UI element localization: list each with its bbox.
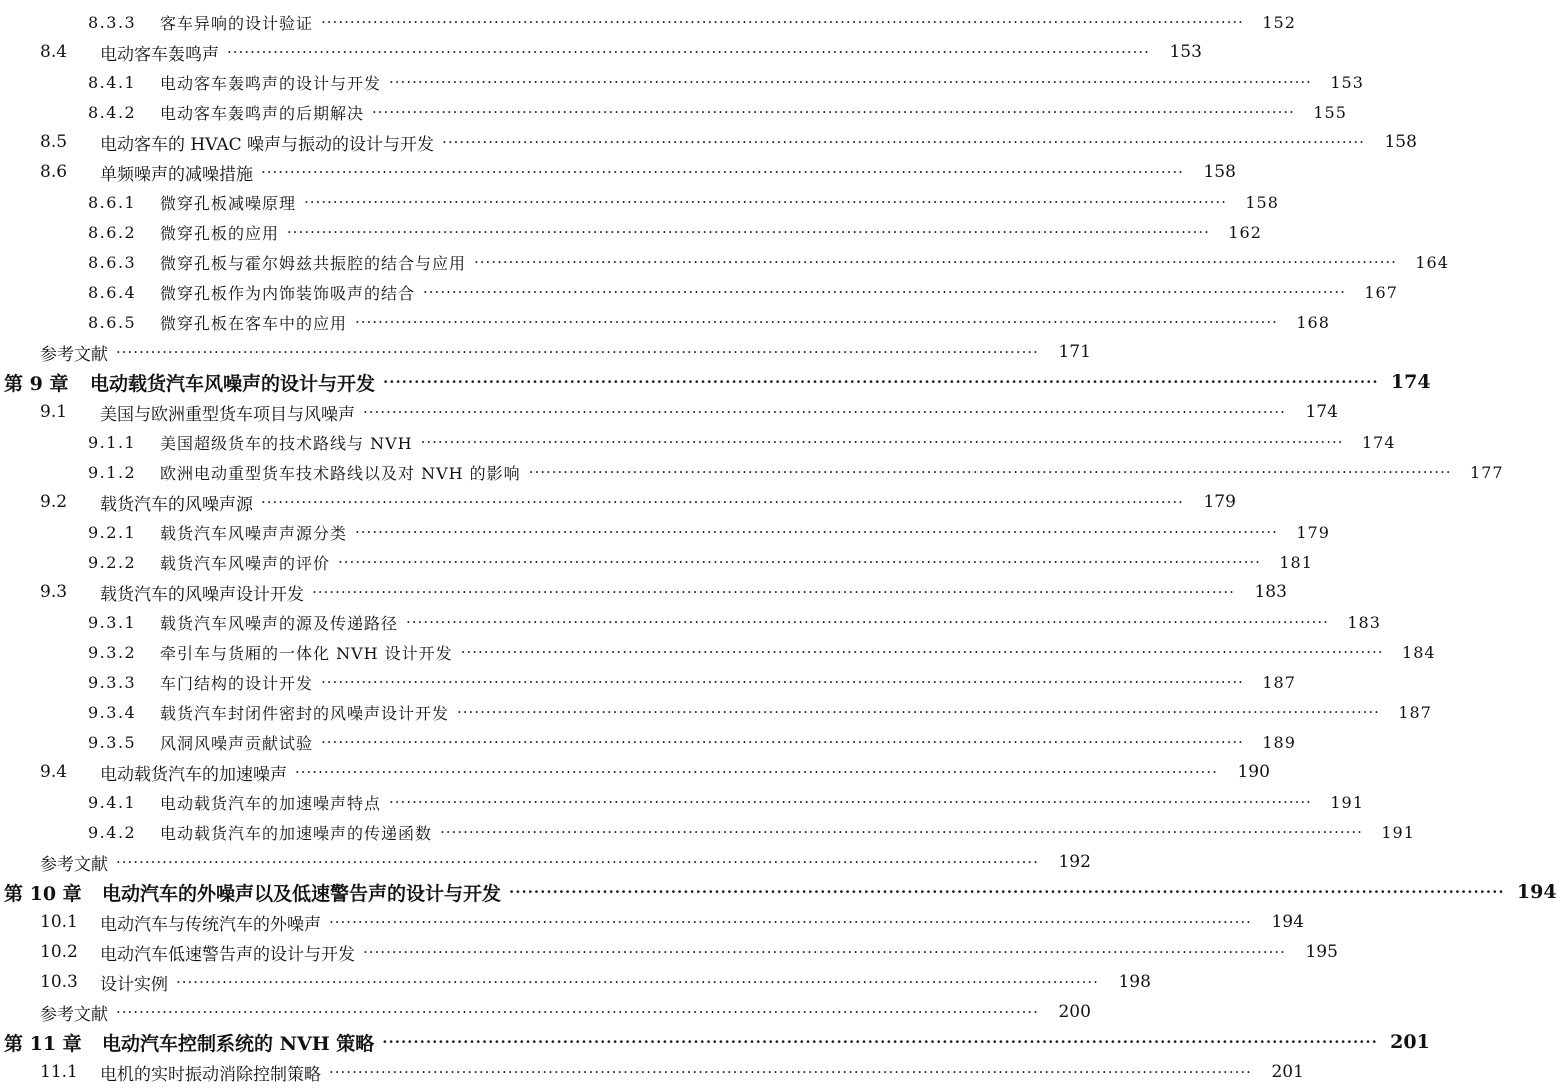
toc-page-number: 158 [1245,192,1279,212]
toc-page-number: 153 [1330,72,1364,92]
toc-number: 第 10 章 [4,882,82,905]
dot-leader: ································································································································································ [460,643,1384,661]
dot-leader: ································································································································································ [528,463,1452,481]
toc-number: 10.2 [40,942,78,962]
dot-leader: ································································································································································ [355,313,1278,331]
toc-page-number: 183 [1254,582,1287,602]
dot-leader: ································································································································································ [329,1063,1252,1081]
toc-number: 8.6.2 [88,222,137,242]
toc-title: 车门结构的设计开发 [160,673,314,693]
toc-number: 第 9 章 [4,372,69,395]
toc-page-number: 184 [1402,642,1436,662]
toc-title: 载货汽车的风噪声设计开发 [100,584,304,605]
toc-number: 8.4.1 [88,72,137,92]
dot-leader: ································································································································································ [287,223,1210,241]
toc-subsection[interactable] [0,637,1436,667]
toc-title: 载货汽车风噪声的评价 [160,553,331,573]
toc-page-number: 191 [1330,792,1364,812]
toc-number: 9.3.1 [88,612,137,632]
toc-page-number: 198 [1118,972,1151,992]
toc-subsection[interactable] [0,277,1398,307]
dot-leader: ································································································································································ [355,523,1278,541]
toc-title: 电动客车轰鸣声的设计与开发 [160,73,382,93]
dot-leader: ································································································································································ [312,583,1235,601]
toc-number: 9.2 [40,492,68,512]
toc-subsection[interactable] [0,697,1432,727]
toc-chapter[interactable] [0,367,1431,397]
toc-page-number: 201 [1271,1062,1304,1082]
toc-title: 电动客车的 HVAC 噪声与振动的设计与开发 [100,134,435,155]
toc-subsection[interactable] [0,547,1313,577]
toc-subsection[interactable] [0,787,1364,817]
dot-leader: ································································································································································ [321,733,1244,751]
dot-leader: ································································································································································ [457,703,1380,721]
toc-title: 单频噪声的减噪措施 [100,164,253,185]
toc-title: 微穿孔板减噪原理 [160,193,297,213]
dot-leader: ································································································································································ [509,883,1505,901]
toc-title: 微穿孔板作为内饰装饰吸声的结合 [160,283,416,303]
dot-leader: ································································································································································ [442,133,1365,151]
toc-number: 9.3.4 [88,702,137,722]
toc-number: 9.2.2 [88,552,137,572]
toc-title: 美国超级货车的技术路线与 NVH [160,433,413,453]
toc-page-number: 201 [1390,1031,1430,1053]
toc-title: 电动载货汽车的加速噪声的传递函数 [160,823,433,843]
dot-leader: ································································································································································ [261,493,1184,511]
toc-title: 电动汽车与传统汽车的外噪声 [100,914,321,935]
toc-subsection[interactable] [0,517,1330,547]
toc-page-number: 187 [1398,702,1432,722]
toc-number: 10.1 [40,912,78,932]
toc-page-number: 177 [1470,462,1504,482]
toc-title: 电动汽车低速警告声的设计与开发 [100,944,355,965]
toc-section[interactable] [0,487,1236,517]
toc-number: 8.6.3 [88,252,137,272]
toc-number: 9.3.2 [88,642,137,662]
toc-number: 8.6.5 [88,312,137,332]
toc-references[interactable] [0,847,1091,877]
dot-leader: ································································································································································ [321,13,1244,31]
dot-leader: ································································································································································ [295,763,1218,781]
toc-subsection[interactable] [0,247,1449,277]
toc-subsection[interactable] [0,727,1296,757]
toc-subsection[interactable] [0,817,1415,847]
toc-number: 9.4.1 [88,792,137,812]
dot-leader: ································································································································································ [420,433,1344,451]
toc-page-number: 171 [1058,342,1091,362]
toc-number: 8.4.2 [88,102,137,122]
toc-number: 9.2.1 [88,522,137,542]
toc-number: 9.1.2 [88,462,137,482]
toc-subsection[interactable] [0,607,1381,637]
toc-number: 9.3 [40,582,68,602]
toc-page-number: 200 [1058,1002,1091,1022]
toc-number: 第 11 章 [4,1032,82,1055]
toc-title: 载货汽车封闭件密封的风噪声设计开发 [160,703,450,723]
toc-number: 8.4 [40,42,68,62]
dot-leader: ································································································································································ [383,373,1379,391]
toc-page-number: 181 [1279,552,1313,572]
toc-number: 9.3.3 [88,672,137,692]
toc-number: 9.4 [40,762,68,782]
toc-page-number: 192 [1058,852,1091,872]
dot-leader: ································································································································································ [389,73,1312,91]
toc-page-number: 153 [1169,42,1202,62]
toc-page-number: 162 [1228,222,1262,242]
toc-title: 电动客车轰鸣声 [100,44,219,65]
toc-number: 8.6 [40,162,68,182]
toc-subsection[interactable] [0,667,1296,697]
dot-leader: ································································································································································ [261,163,1184,181]
toc-page-number: 164 [1415,252,1449,272]
toc-subsection[interactable] [0,7,1296,37]
toc-page-number: 183 [1347,612,1381,632]
dot-leader: ································································································································································ [372,103,1295,121]
toc-title: 电动汽车的外噪声以及低速警告声的设计与开发 [102,882,502,905]
dot-leader: ································································································································································ [116,853,1039,871]
dot-leader: ································································································································································ [474,253,1397,271]
toc-subsection[interactable] [0,427,1396,457]
toc-section[interactable] [0,937,1338,967]
toc-page-number: 158 [1384,132,1417,152]
toc-subsection[interactable] [0,187,1279,217]
toc-number: 9.3.5 [88,732,137,752]
toc-title: 电机的实时振动消除控制策略 [100,1064,321,1085]
toc-title: 电动载货汽车的加速噪声 [100,764,287,785]
toc-number: 11.1 [40,1062,78,1082]
toc-page-number: 179 [1296,522,1330,542]
dot-leader: ································································································································································ [389,793,1312,811]
toc-section[interactable] [0,1057,1304,1087]
toc-section[interactable] [0,127,1417,157]
toc-page-number: 194 [1271,912,1304,932]
toc-title: 参考文献 [40,344,108,365]
toc-section[interactable] [0,157,1236,187]
toc-title: 载货汽车风噪声的源及传递路径 [160,613,399,633]
toc-section[interactable] [0,967,1151,997]
toc-title: 电动载货汽车的加速噪声特点 [160,793,382,813]
toc-chapter[interactable] [0,877,1557,907]
dot-leader: ································································································································································ [329,913,1252,931]
dot-leader: ································································································································································ [423,283,1346,301]
dot-leader: ································································································································································ [227,43,1150,61]
toc-subsection[interactable] [0,67,1364,97]
dot-leader: ································································································································································ [176,973,1099,991]
toc-title: 欧洲电动重型货车技术路线以及对 NVH 的影响 [160,463,521,483]
toc-section[interactable] [0,577,1287,607]
toc-section[interactable] [0,757,1270,787]
toc-subsection[interactable] [0,457,1504,487]
dot-leader: ································································································································································ [116,343,1039,361]
toc-title: 美国与欧洲重型货车项目与风噪声 [100,404,355,425]
toc-title: 参考文献 [40,854,108,875]
toc-title: 牵引车与货厢的一体化 NVH 设计开发 [160,643,453,663]
toc-page-number: 179 [1203,492,1236,512]
toc-page-number: 158 [1203,162,1236,182]
dot-leader: ································································································································································ [321,673,1244,691]
toc-number: 8.6.4 [88,282,137,302]
toc-subsection[interactable] [0,217,1262,247]
toc-page-number: 174 [1361,432,1396,452]
toc-number: 8.5 [40,132,68,152]
toc-chapter[interactable] [0,1027,1430,1057]
toc-title: 客车异响的设计验证 [160,13,314,33]
toc-page-number: 152 [1262,12,1296,32]
toc-number: 10.3 [40,972,78,992]
dot-leader: ································································································································································ [338,553,1261,571]
toc-page-number: 174 [1305,402,1338,422]
toc-number: 9.1 [40,402,68,422]
toc-references[interactable] [0,337,1091,367]
toc-title: 参考文献 [40,1004,108,1025]
toc-title: 电动汽车控制系统的 NVH 策略 [102,1032,375,1055]
toc-title: 设计实例 [100,974,168,995]
toc-title: 电动载货汽车风噪声的设计与开发 [90,372,376,395]
toc-title: 载货汽车的风噪声源 [100,494,253,515]
dot-leader: ································································································································································ [116,1003,1039,1021]
toc-page-number: 187 [1262,672,1296,692]
toc-title: 微穿孔板在客车中的应用 [160,313,348,333]
toc-page-number: 195 [1305,942,1338,962]
toc-page-number: 168 [1296,312,1330,332]
toc-number: 9.1.1 [88,432,137,452]
toc-title: 微穿孔板的应用 [160,223,280,243]
toc-number: 8.6.1 [88,192,137,212]
toc-number: 8.3.3 [88,12,137,32]
dot-leader: ································································································································································ [440,823,1363,841]
toc-section[interactable] [0,37,1202,67]
toc-page-number: 191 [1381,822,1415,842]
toc-references[interactable] [0,997,1091,1027]
dot-leader: ································································································································································ [382,1033,1378,1051]
toc-page-number: 155 [1313,102,1347,122]
toc-page-number: 190 [1237,762,1270,782]
toc-section[interactable] [0,397,1338,427]
toc-subsection[interactable] [0,307,1330,337]
toc-page-number: 167 [1364,282,1398,302]
dot-leader: ································································································································································ [406,613,1329,631]
toc-subsection[interactable] [0,97,1347,127]
toc-title: 电动客车轰鸣声的后期解决 [160,103,365,123]
toc-section[interactable] [0,907,1304,937]
toc-number: 9.4.2 [88,822,137,842]
dot-leader: ································································································································································ [304,193,1227,211]
toc-title: 风洞风噪声贡献试验 [160,733,314,753]
toc-page-number: 194 [1516,881,1557,903]
toc-title: 载货汽车风噪声声源分类 [160,523,348,543]
dot-leader: ································································································································································ [363,403,1286,421]
toc-page-number: 174 [1390,371,1431,393]
dot-leader: ································································································································································ [363,943,1286,961]
toc-page-number: 189 [1262,732,1296,752]
toc-title: 微穿孔板与霍尔姆兹共振腔的结合与应用 [160,253,467,273]
